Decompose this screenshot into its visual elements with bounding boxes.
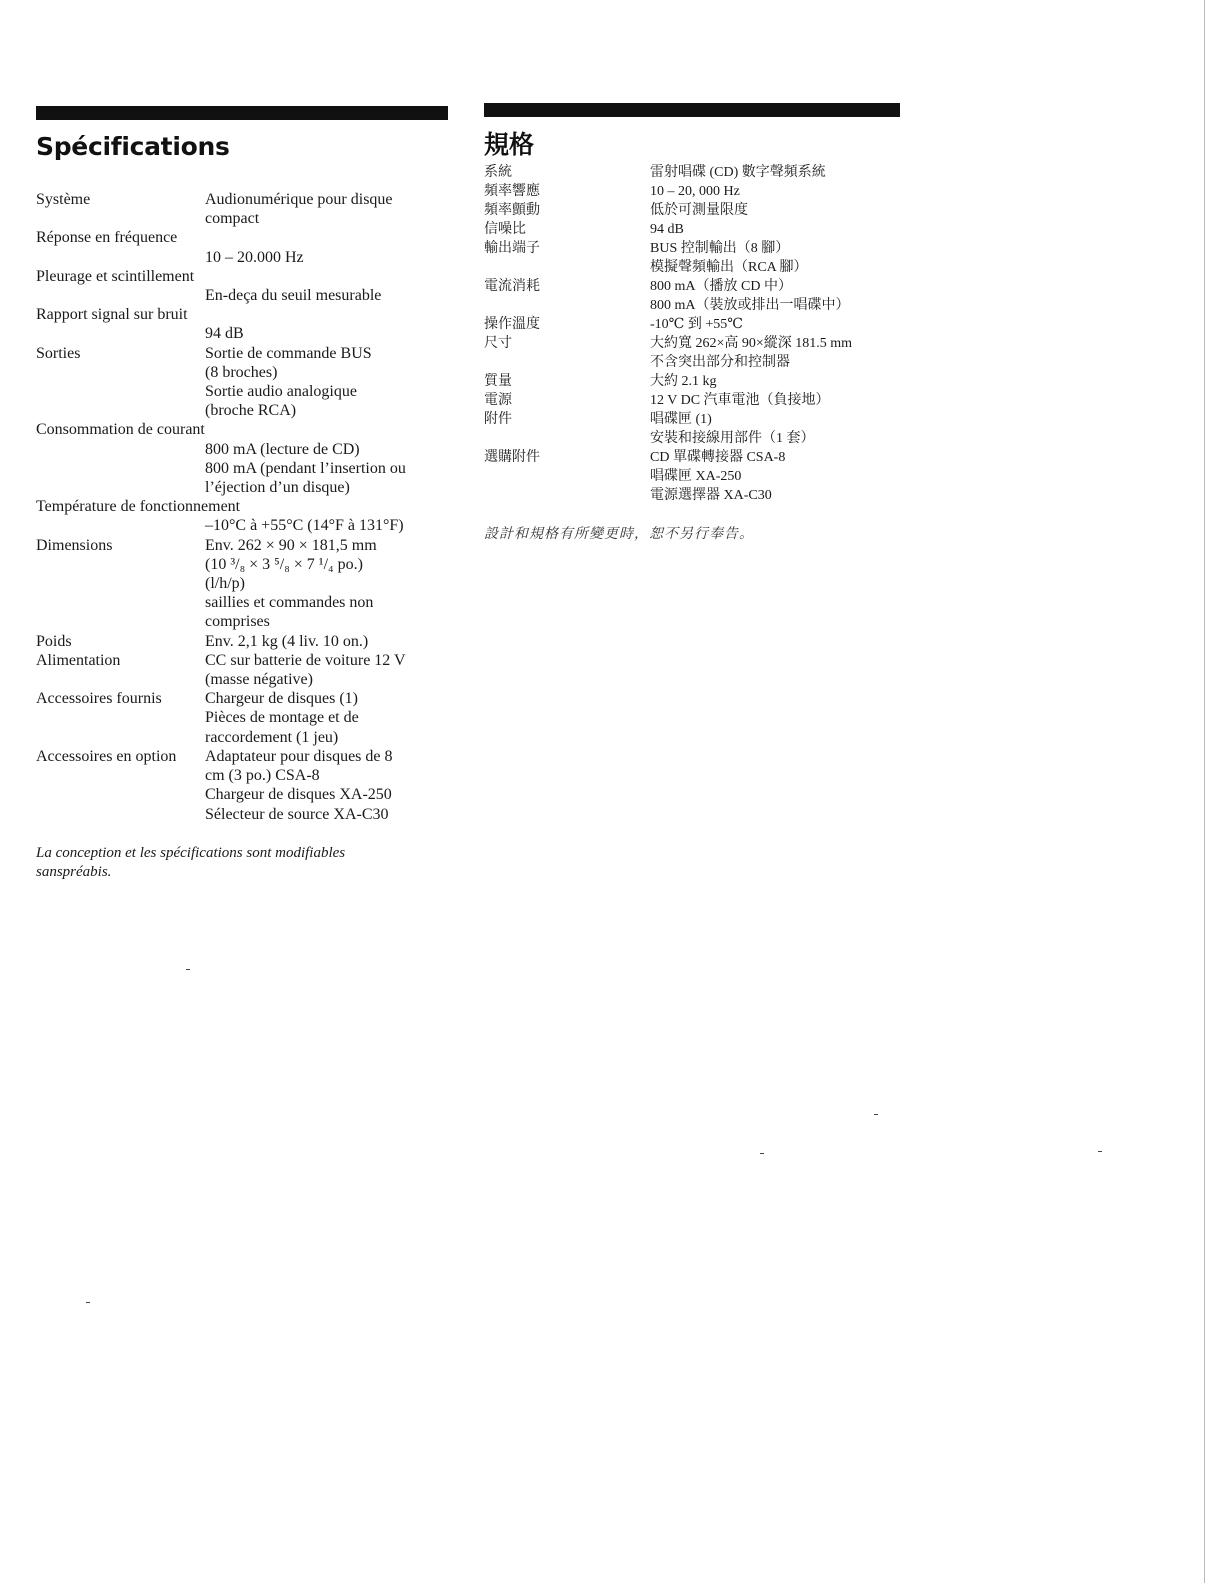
spec-value-line: (8 broches) (205, 363, 278, 381)
spec-value-line: raccordement (1 jeu) (205, 728, 339, 746)
spec-value-line: 12 V DC 汽車電池（負接地） (650, 393, 830, 408)
spec-value-line: Sortie audio analogique (205, 383, 357, 401)
spec-label: 選購附件 (484, 450, 540, 465)
spec-value-line: Adaptateur pour disques de 8 (205, 747, 393, 765)
spec-row (484, 182, 900, 201)
spec-value (650, 220, 900, 239)
spec-value-line: 10 – 20, 000 Hz (650, 184, 740, 199)
spec-label: 電流消耗 (484, 279, 540, 294)
spec-value-line: 94 dB (205, 325, 244, 343)
spec-row (484, 372, 900, 391)
spec-row (484, 239, 900, 277)
spec-label: 電源 (484, 393, 512, 408)
spec-value-line: 800 mA (lecture de CD) (205, 440, 360, 458)
spec-value (205, 286, 448, 305)
spec-value-line: Chargeur de disques (1) (205, 690, 358, 708)
scan-speck (186, 969, 190, 970)
spec-value-line: 雷射唱碟 (CD) 數字聲頻系統 (650, 165, 826, 180)
scan-speck (874, 1114, 878, 1115)
spec-label: Système (36, 191, 91, 208)
spec-value-line: 安裝和接線用部件（1 套） (650, 431, 815, 446)
spec-value (205, 440, 448, 498)
spec-row (484, 277, 900, 315)
spec-row (484, 391, 900, 410)
spec-value-line: (10 ³/₈ × 3 ⁵/₈ × 7 ¹/₄ po.) (205, 555, 363, 573)
chinese-footnote (484, 525, 900, 544)
spec-row (484, 448, 900, 505)
chinese-spec-list (484, 163, 900, 505)
spec-value-line: Env. 2,1 kg (4 liv. 10 on.) (205, 632, 369, 650)
spec-value-line: CC sur batterie de voiture 12 V (205, 651, 406, 669)
spec-value-line: Sélecteur de source XA-C30 (205, 805, 389, 823)
spec-value (205, 324, 448, 343)
spec-row (36, 420, 448, 497)
footnote-line: La conception et les spécifications sont modifiables (36, 844, 346, 861)
page-edge-line (1204, 0, 1205, 1583)
scan-speck (86, 1302, 90, 1303)
spec-value (205, 190, 448, 228)
spec-value-line: (broche RCA) (205, 402, 297, 420)
spec-value-line: 大約 2.1 kg (650, 374, 717, 389)
spec-value-line: 不含突出部分和控制器 (650, 355, 790, 370)
french-spec-list (36, 190, 448, 824)
footnote-line: 設計和規格有所變更時，恕不另行奉告。 (484, 527, 754, 542)
spec-value (205, 344, 448, 421)
spec-row (484, 220, 900, 239)
spec-row (36, 228, 448, 266)
spec-value-line: Chargeur de disques XA-250 (205, 786, 392, 804)
scan-speck (1098, 1151, 1102, 1152)
spec-value (650, 448, 900, 505)
spec-value (650, 239, 900, 277)
spec-label: Consommation de courant (36, 421, 205, 439)
spec-label: 頻率響應 (484, 184, 540, 199)
spec-value-line: cm (3 po.) CSA-8 (205, 767, 320, 785)
spec-value (650, 334, 900, 372)
spec-label: Sorties (36, 344, 81, 362)
spec-row (36, 267, 448, 305)
spec-label: Alimentation (36, 651, 121, 669)
spec-value (650, 163, 900, 182)
spec-row (36, 632, 448, 651)
spec-row (484, 410, 900, 448)
spec-label: 信噪比 (484, 222, 526, 237)
spec-value-line: 唱碟匣 (1) (650, 412, 712, 427)
french-footnote (36, 844, 448, 882)
spec-value (650, 201, 900, 220)
spec-row (36, 344, 448, 421)
spec-row (36, 536, 448, 632)
spec-value (650, 277, 900, 315)
spec-value-line: Sortie de commande BUS (205, 344, 372, 362)
spec-value-line: 10 – 20.000 Hz (205, 248, 304, 266)
spec-value-line: 800 mA（播放 CD 中） (650, 279, 792, 294)
spec-label: 輸出端子 (484, 241, 540, 256)
spec-row (484, 163, 900, 182)
spec-label: 質量 (484, 374, 512, 389)
spec-label: 頻率顫動 (484, 203, 540, 218)
spec-value (650, 372, 900, 391)
spec-value (650, 410, 900, 448)
section-header-bar (484, 103, 900, 117)
spec-label: Accessoires en option (36, 747, 177, 765)
spec-value-line: -10℃ 到 +55℃ (650, 317, 743, 332)
scan-speck (760, 1153, 764, 1154)
spec-value-line: –10°C à +55°C (14°F à 131°F) (205, 517, 404, 535)
spec-row (36, 651, 448, 689)
spec-value (205, 248, 448, 267)
section-title-chinese: 規格 (484, 130, 535, 159)
spec-row (36, 689, 448, 747)
section-title-french: Spécifications (36, 132, 230, 161)
spec-row (484, 315, 900, 334)
spec-label: Poids (36, 632, 72, 650)
spec-label: Pleurage et scintillement (36, 267, 195, 285)
spec-row (36, 497, 448, 535)
spec-label: 系統 (484, 165, 512, 180)
spec-value (650, 315, 900, 334)
spec-value-line: 800 mA（裝放或排出一唱碟中） (650, 298, 850, 313)
spec-row (484, 334, 900, 372)
spec-label: Rapport signal sur bruit (36, 306, 188, 324)
footnote-line: sanspréabis. (36, 863, 112, 880)
spec-value-line: 大約寬 262×高 90×縱深 181.5 mm (650, 336, 853, 351)
spec-value-line: (l/h/p) (205, 575, 245, 593)
spec-value-line: 模擬聲頻輸出（RCA 腳） (650, 260, 808, 275)
spec-value-line: 電源選擇器 XA-C30 (650, 488, 772, 503)
spec-value-line: Pièces de montage et de (205, 709, 359, 727)
spec-value-line: 低於可測量限度 (650, 203, 748, 218)
spec-value-line: comprises (205, 613, 270, 631)
spec-label: 附件 (484, 412, 512, 427)
spec-value-line: compact (205, 210, 260, 228)
spec-value (650, 182, 900, 201)
french-specifications-column (36, 106, 448, 882)
spec-value (205, 632, 448, 651)
spec-value-line: 唱碟匣 XA-250 (650, 469, 742, 484)
spec-value (205, 651, 448, 689)
spec-label: Accessoires fournis (36, 690, 162, 708)
spec-value-line: Env. 262 × 90 × 181,5 mm (205, 536, 377, 554)
spec-label: 操作溫度 (484, 317, 540, 332)
spec-value-line: En-deça du seuil mesurable (205, 287, 382, 305)
chinese-specifications-column (484, 103, 900, 544)
spec-row (36, 190, 448, 228)
spec-value-line: Audionumérique pour disque (205, 191, 393, 208)
spec-value (205, 536, 448, 632)
spec-label: Dimensions (36, 536, 113, 554)
spec-value-line: CD 單碟轉接器 CSA-8 (650, 450, 786, 465)
spec-row (36, 305, 448, 343)
spec-value-line: 800 mA (pendant l’insertion ou (205, 459, 406, 477)
spec-row (36, 747, 448, 824)
spec-value (205, 689, 448, 747)
spec-label: Réponse en fréquence (36, 229, 178, 247)
spec-row (484, 201, 900, 220)
spec-label: Température de fonctionnement (36, 498, 241, 516)
spec-label: 尺寸 (484, 336, 512, 351)
spec-value (650, 391, 900, 410)
spec-value-line: BUS 控制輸出（8 腳） (650, 241, 790, 256)
spec-value-line: (masse négative) (205, 671, 313, 689)
spec-value (205, 516, 448, 535)
spec-value (205, 747, 448, 824)
spec-value-line: saillies et commandes non (205, 594, 374, 612)
spec-value-line: 94 dB (650, 222, 684, 237)
section-header-bar (36, 106, 448, 120)
spec-value-line: l’éjection d’un disque) (205, 479, 350, 497)
